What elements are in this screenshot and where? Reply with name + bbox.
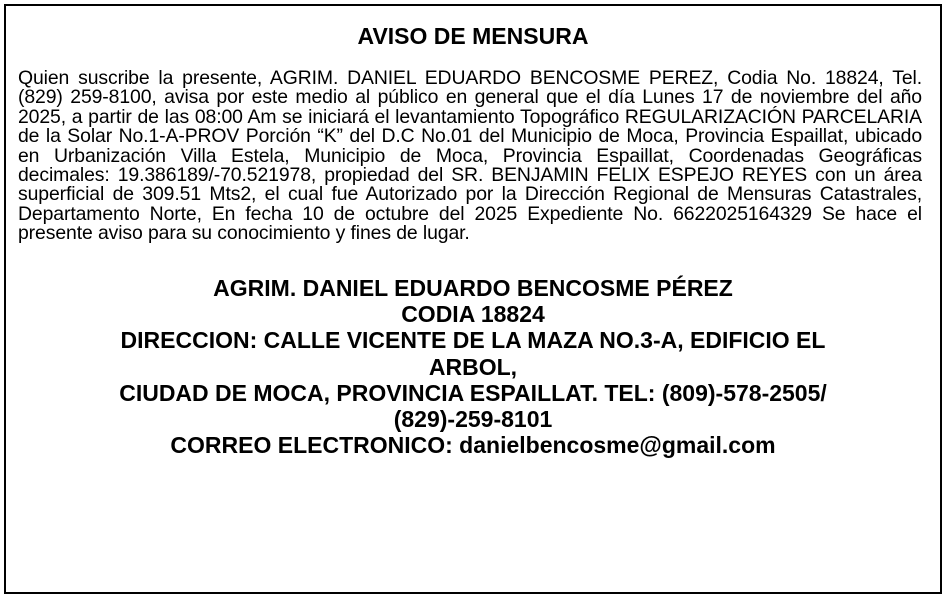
notice-body: Quien suscribe la presente, AGRIM. DANIEL EDUARDO BENCOSME PEREZ, Codia No. 18824, Tel. (829) 259-8100, avisa por este medio al público en general que el día Lunes 17 de noviembre del año 2025, a partir de las 08:00 Am se iniciará el levantamiento Topográfico REGULARIZACIÓN PARCELARIA de la Solar No.1-A-PROV Porción “K” del D.C No.01 del Municipio de Moca, Provincia Espaillat, ubicado en Urbanización Villa Estela, Municipio de Moca, Provincia Espaillat, Coordenadas Geográficas decimales: 19.386189/-70.521978, propiedad del SR. BENJAMIN FELIX ESPEJO REYES con un área superficial de 309.51 Mts2, el cual fue Autorizado por la Dirección Regional de Mensuras Catastrales, Departamento Norte, En fecha 10 de octubre del 2025 Expediente No. 6622025164329 Se hace el presente aviso para su conocimiento y fines de lugar.: [18, 67, 922, 245]
signature-city-line-2: (829)-259-8101: [393, 406, 553, 433]
signature-address-line-1: DIRECCION: CALLE VICENTE DE LA MAZA NO.3-A, EDIFICIO EL: [120, 327, 826, 354]
notice-title: AVISO DE MENSURA: [357, 23, 589, 49]
signature-email: CORREO ELECTRONICO: danielbencosme@gmail.com: [170, 432, 776, 459]
signature-codia: CODIA 18824: [401, 300, 545, 327]
notice-box: [4, 4, 942, 594]
signature-block: [6, 275, 940, 459]
signature-address-line-2: ARBOL,: [428, 353, 518, 380]
signature-city-line-1: CIUDAD DE MOCA, PROVINCIA ESPAILLAT. TEL: (809)-578-2505/: [119, 379, 827, 406]
signature-name: AGRIM. DANIEL EDUARDO BENCOSME PÉREZ: [213, 274, 733, 301]
